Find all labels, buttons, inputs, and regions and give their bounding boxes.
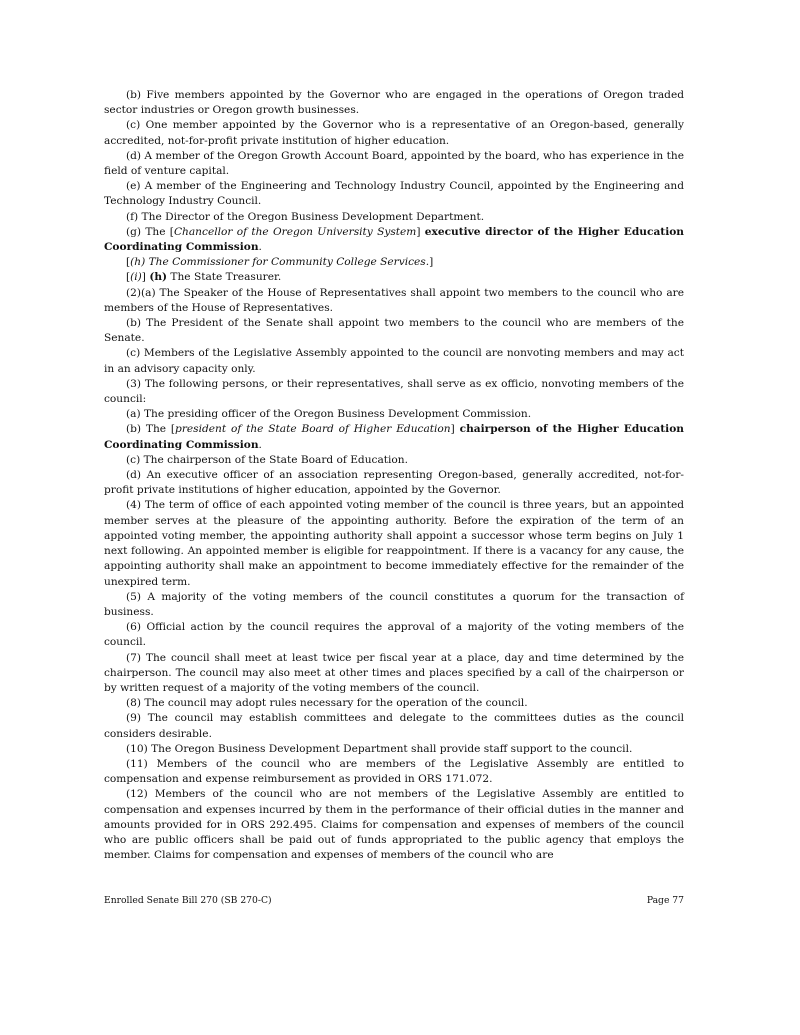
italic-text: (h) The Commissioner for Community College Services. xyxy=(130,256,430,269)
text-run: (c) Members of the Legislative Assembly appointed to the council are nonvoting members and may act in an advisory capacity only. xyxy=(104,347,684,375)
text-run: (c) The chairperson of the State Board of Education. xyxy=(126,453,409,466)
bold-text: executive director of the Higher Education Coordinating Commission xyxy=(104,225,684,254)
paragraph xyxy=(104,757,684,787)
paragraph xyxy=(104,286,684,316)
text-run: (d) An executive officer of an association representing Oregon-based, generally accredited, not-for-profit private institutions of higher education, appointed by the Governor. xyxy=(104,469,684,497)
italic-text: president of the State Board of Higher Education xyxy=(175,423,451,436)
text-run: (5) A majority of the voting members of the council constitutes a quorum for the transaction of business. xyxy=(104,590,684,618)
footer-bill-title: Enrolled Senate Bill 270 (SB 270-C) xyxy=(104,895,272,906)
paragraph xyxy=(104,377,684,407)
text-run: [ xyxy=(126,256,131,269)
page-footer xyxy=(104,895,684,906)
text-run: (11) Members of the council who are members of the Legislative Assembly are entitled to compensation and expense reimbursement as provided in ORS 171.072. xyxy=(104,757,684,786)
text-run: ] xyxy=(429,256,434,269)
bold-text: (h) xyxy=(149,271,168,284)
italic-text: Chancellor of the Oregon University System xyxy=(173,225,417,238)
text-run: (8) The council may adopt rules necessary for the operation of the council. xyxy=(126,697,528,710)
paragraph xyxy=(104,468,684,498)
text-run: (3) The following persons, or their representatives, shall serve as ex officio, nonvoting members of the council: xyxy=(104,377,684,406)
paragraph xyxy=(104,651,684,697)
bold-text: chairperson of the Higher Education Coordinating Commission xyxy=(104,423,684,451)
text-run: (2)(a) The Speaker of the House of Representatives shall appoint two members to the council who are members of the House of Representatives. xyxy=(104,286,684,314)
text-run: (a) The presiding officer of the Oregon Business Development Commission. xyxy=(126,408,532,421)
footer-page-number: Page 77 xyxy=(646,895,684,906)
text-run: (d) A member of the Oregon Growth Account Board, appointed by the board, who has experience in the field of venture capital. xyxy=(104,149,684,178)
text-run: (4) The term of office of each appointed voting member of the council is three years, but an appointed member serves at the pleasure of the appointing authority. Before the expiration of the term of an appointed voting member, the appointing authority shall appoint a successor whose term begins on July 1 next following. An appointed member is eligible for reappointment. If there is a vacancy for any cause, the appointing authority shall make an appointment to become immediately effective for the remainder of the unexpired term. xyxy=(104,499,684,588)
italic-text: (i) xyxy=(130,271,142,284)
text-run: (b) The President of the Senate shall appoint two members to the council who are members of the Senate. xyxy=(104,317,684,345)
paragraph xyxy=(104,255,684,270)
paragraph xyxy=(104,210,684,225)
paragraph xyxy=(104,149,684,179)
paragraph xyxy=(104,787,684,863)
paragraph xyxy=(104,316,684,346)
text-run: (c) One member appointed by the Governor who is a representative of an Oregon-based, generally accredited, not-for-profit private institution of higher education. xyxy=(104,119,684,147)
text-run: . xyxy=(258,241,262,254)
paragraph xyxy=(104,453,684,468)
text-run: (b) Five members appointed by the Governor who are engaged in the operations of Oregon traded sector industries or Oregon growth businesses. xyxy=(104,89,684,117)
document-body xyxy=(104,88,684,863)
paragraph xyxy=(104,498,684,589)
paragraph xyxy=(104,225,684,255)
paragraph xyxy=(104,346,684,376)
paragraph xyxy=(104,179,684,209)
paragraph xyxy=(104,88,684,118)
paragraph xyxy=(104,590,684,620)
text-run: (10) The Oregon Business Development Department shall provide staff support to the council. xyxy=(126,742,633,755)
text-run: ] xyxy=(450,423,460,436)
paragraph xyxy=(104,422,684,452)
paragraph xyxy=(104,696,684,711)
text-run: (f) The Director of the Oregon Business Development Department. xyxy=(126,210,485,223)
paragraph xyxy=(104,270,684,285)
text-run: ] xyxy=(141,271,150,284)
text-run: (9) The council may establish committees and delegate to the committees duties as the council considers desirable. xyxy=(104,712,684,740)
text-run: The State Treasurer. xyxy=(167,271,282,284)
text-run: (b) The [ xyxy=(126,423,176,436)
paragraph xyxy=(104,742,684,757)
text-run: ] xyxy=(416,225,425,238)
text-run: (e) A member of the Engineering and Technology Industry Council, appointed by the Engineering and Technology Industry Council. xyxy=(104,180,684,208)
paragraph xyxy=(104,407,684,422)
paragraph xyxy=(104,620,684,650)
text-run: (7) The council shall meet at least twice per fiscal year at a place, day and time determined by the chairperson. The council may also meet at other times and places specified by a call of the chairperson or by written request of a majority of the voting members of the council. xyxy=(104,651,684,694)
text-run: (6) Official action by the council requires the approval of a majority of the voting members of the council. xyxy=(104,621,684,649)
text-run: (12) Members of the council who are not members of the Legislative Assembly are entitled to compensation and expenses incurred by them in the performance of their official duties in the manner and amounts provided for in ORS 292.495. Claims for compensation and expenses of members of the council who are public officers shall be paid out of funds appropriated to the public agency that employs the member. Claims for compensation and expenses of members of the council who are xyxy=(104,788,684,862)
text-run: . xyxy=(258,438,262,451)
text-run: [ xyxy=(126,271,131,284)
paragraph xyxy=(104,711,684,741)
text-run: (g) The [ xyxy=(126,225,174,238)
paragraph xyxy=(104,118,684,148)
